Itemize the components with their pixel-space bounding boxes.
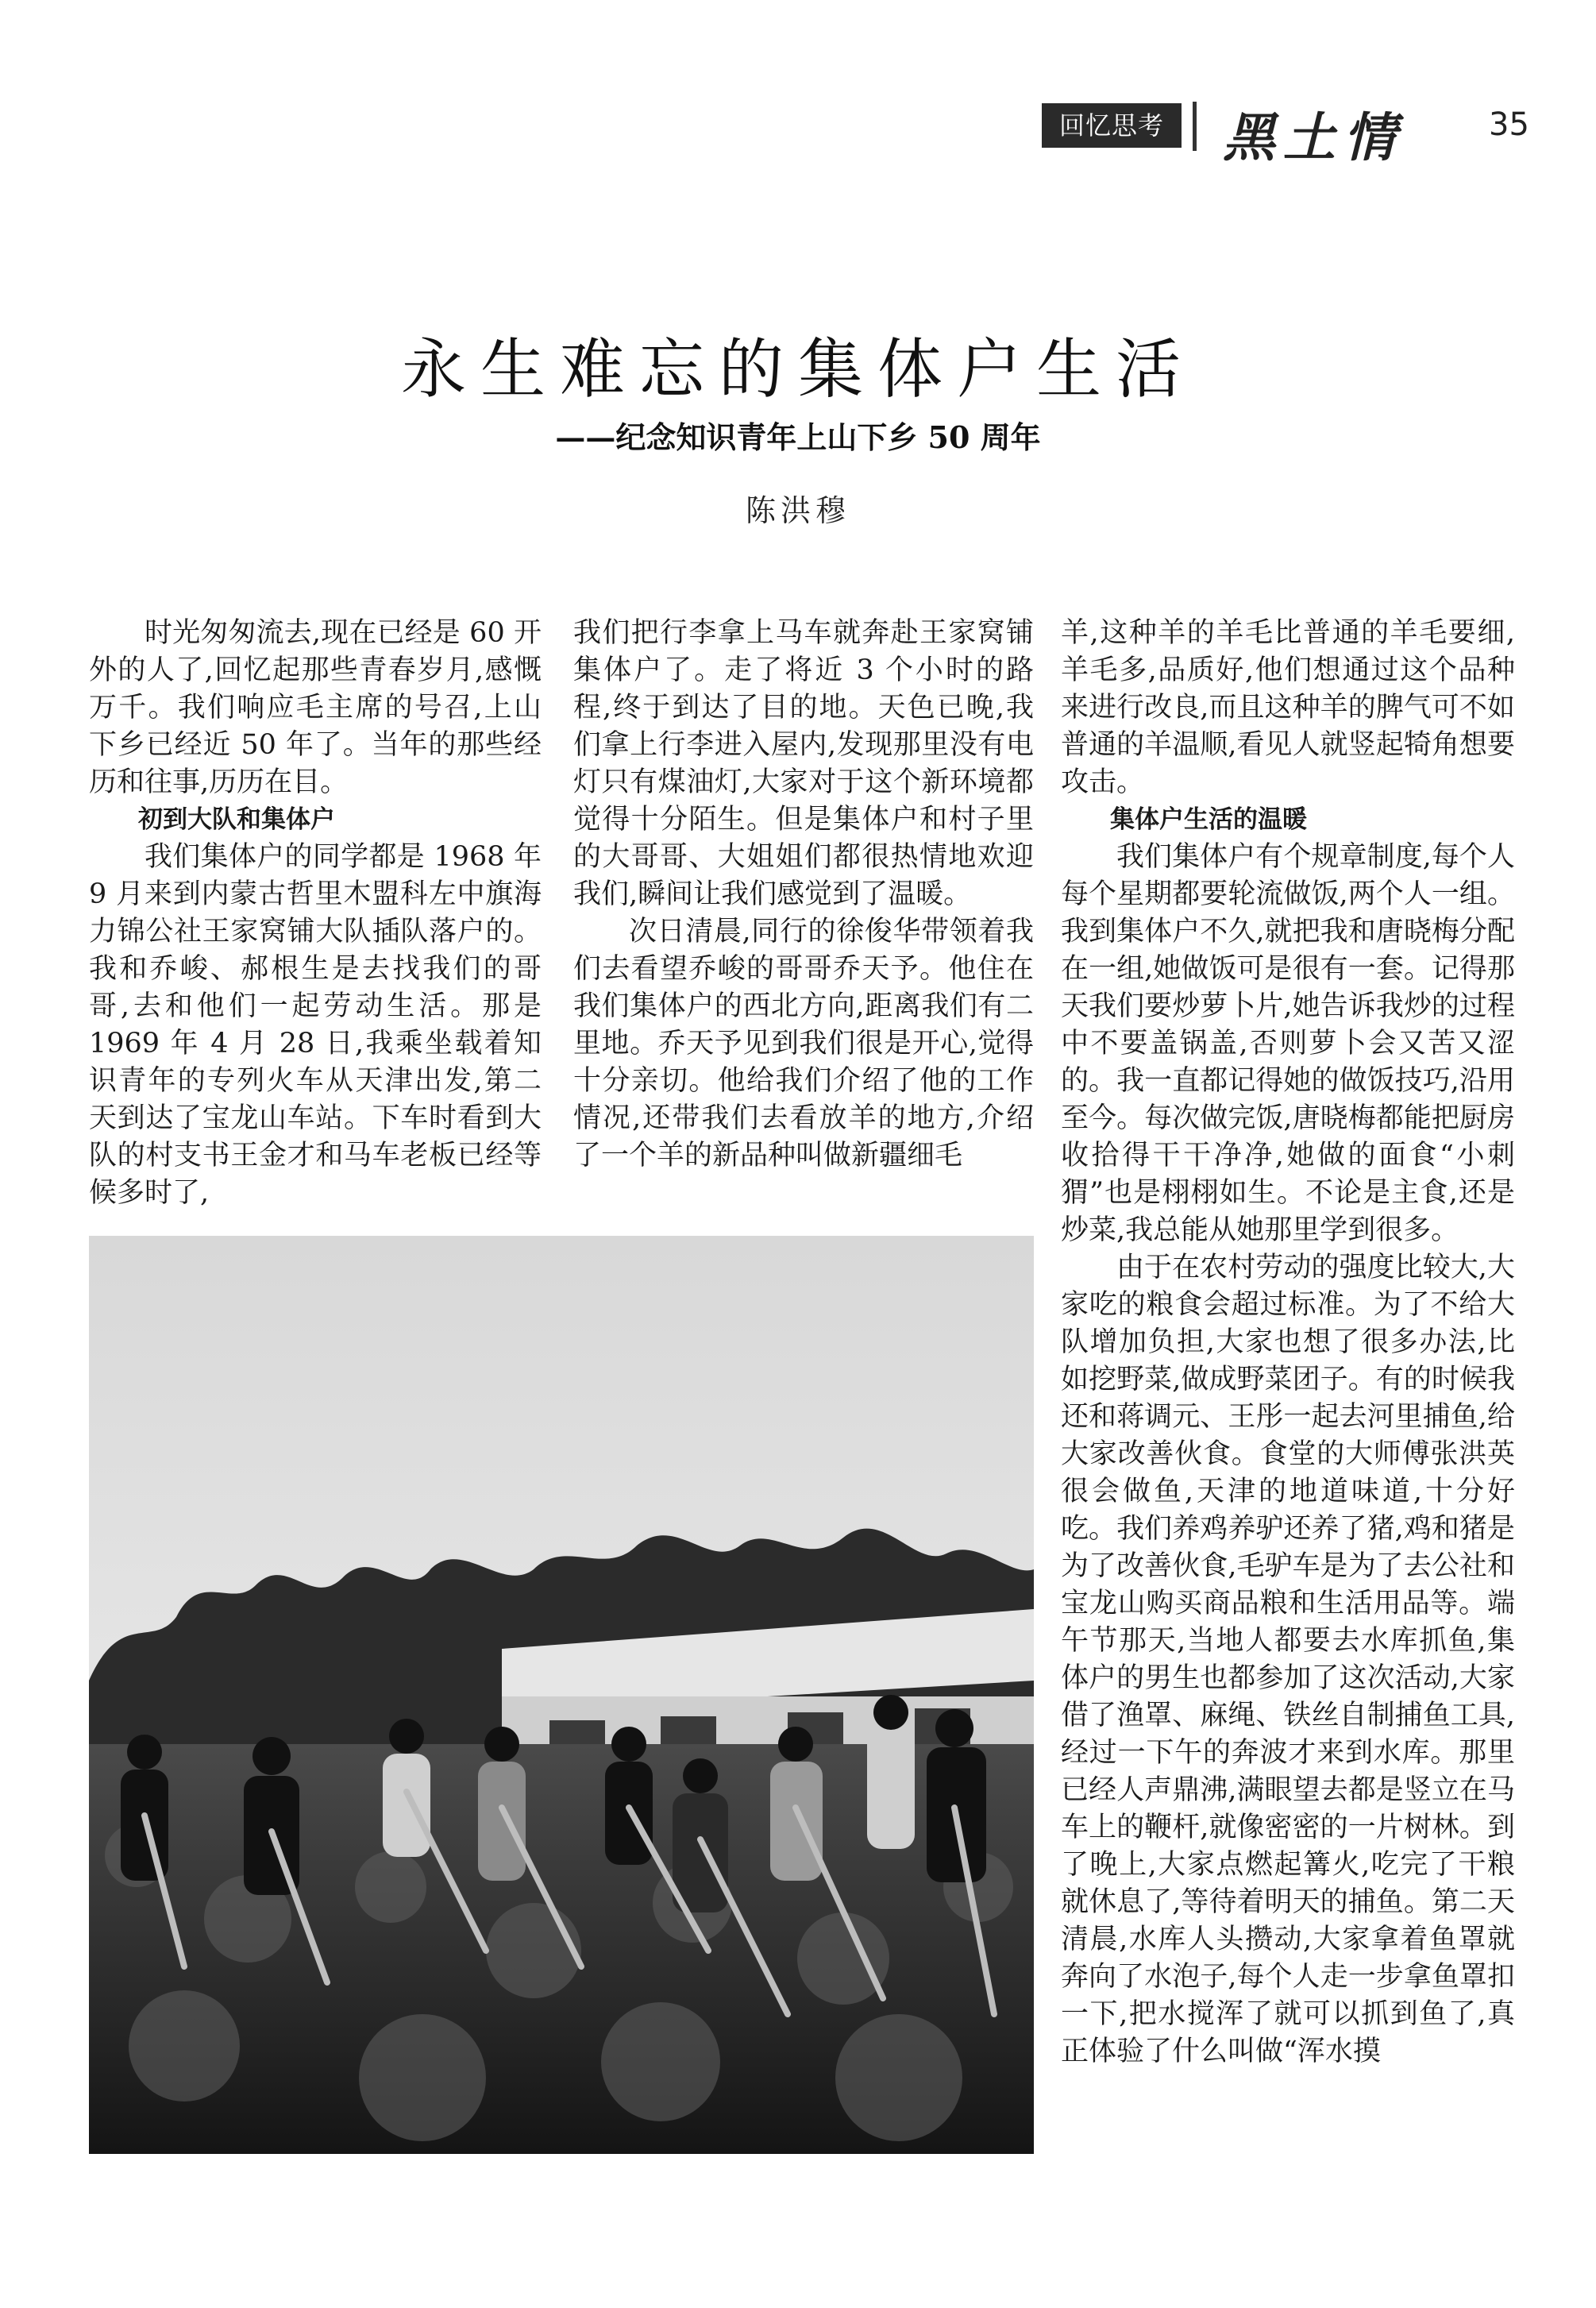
paragraph: 我们把行李拿上马车就奔赴王家窝铺集体户了。走了将近 3 个小时的路程,终于到达了目的地。天色已晚,我们拿上行李进入屋内,发现那里没有电灯只有煤油灯,大家对于这个新环境都觉得十分陌生。但是集体户和村子里的大哥哥、大姐姐们都很热情地欢迎我们,瞬间让我们感觉到了温暖。: [573, 617, 1034, 910]
paragraph: 我们集体户有个规章制度,每个人每个星期都要轮流做饭,两个人一组。我到集体户不久,就把我和唐晓梅分配在一组,她做饭可是很有一套。记得那天我们要炒萝卜片,她告诉我炒的过程中不要盖锅盖,否则萝卜会又苦又涩的。我一直都记得她的做饭技巧,沿用至今。每次做完饭,唐晓梅都能把厨房收拾得干干净净,她做的面食“小刺猬”也是栩栩如生。不论是主食,还是炒菜,我总能从她那里学到很多。: [1061, 841, 1515, 1246]
page-number: 35: [1489, 106, 1529, 143]
photo-illustration: [89, 1236, 1034, 2154]
text-column-3: [1061, 615, 1515, 2071]
paragraph: 次日清晨,同行的徐俊华带领着我们去看望乔峻的哥哥乔天予。他住在我们集体户的西北方向,距离我们有二里地。乔天予见到我们很是开心,觉得十分亲切。他给我们介绍了他的工作情况,还带我们去看放羊的地方,介绍了一个羊的新品种叫做新疆细毛: [573, 916, 1034, 1171]
farm-work-photo: [89, 1236, 1034, 2154]
article-author: 陈洪穆: [745, 493, 850, 528]
section-heading: 初到大队和集体户: [138, 805, 335, 834]
text-column-1: [89, 615, 542, 1212]
section-heading: 集体户生活的温暖: [1110, 805, 1307, 834]
magazine-title: 黑土情: [1223, 106, 1404, 168]
paragraph: 我们集体户的同学都是 1968 年 9 月来到内蒙古哲里木盟科左中旗海力锦公社王家窝铺大队插队落户的。我和乔峻、郝根生是去找我们的哥哥,去和他们一起劳动生活。那是 1969 年 4 月 28 日,我乘坐载着知识青年的专列火车从天津出发,第二天到达了宝龙山车站。下车时看到大队的村支书王金才和马车老板已经等候多时了,: [89, 841, 542, 1209]
header-divider: [1193, 102, 1197, 151]
paragraph: 由于在农村劳动的强度比较大,大家吃的粮食会超过标准。为了不给大队增加负担,大家也想了很多办法,比如挖野菜,做成野菜团子。有的时候我还和蒋调元、王彤一起去河里捕鱼,给大家改善伙食。食堂的大师傅张洪英很会做鱼,天津的地道味道,十分好吃。我们养鸡养驴还养了猪,鸡和猪是为了改善伙食,毛驴车是为了去公社和宝龙山购买商品粮和生活用品等。端午节那天,当地人都要去水库抓鱼,集体户的男生也都参加了这次活动,大家借了渔罩、麻绳、铁丝自制捕鱼工具,经过一下午的奔波才来到水库。那里已经人声鼎沸,满眼望去都是竖立在马车上的鞭杆,就像密密的一片树林。到了晚上,大家点燃起篝火,吃完了干粮就休息了,等待着明天的捕鱼。第二天清晨,水库人头攒动,大家拿着鱼罩就奔向了水泡子,每个人走一步拿鱼罩扣一下,把水搅浑了就可以抓到鱼了,真正体验了什么叫做“浑水摸: [1061, 1252, 1515, 2067]
text-column-2: [573, 615, 1034, 1175]
paragraph: 时光匆匆流去,现在已经是 60 开外的人了,回忆起那些青春岁月,感慨万千。我们响应毛主席的号召,上山下乡已经近 50 年了。当年的那些经历和往事,历历在目。: [89, 617, 542, 798]
article-subtitle: ——纪念知识青年上山下乡 50 周年: [555, 419, 1041, 455]
section-tag: 回忆思考: [1042, 103, 1182, 148]
page-header: [0, 95, 1596, 168]
paragraph: 羊,这种羊的羊毛比普通的羊毛要细,羊毛多,品质好,他们想通过这个品种来进行改良,而且这种羊的脾气可不如普通的羊温顺,看见人就竖起犄角想要攻击。: [1061, 617, 1515, 798]
article-title: 永生难忘的集体户生活: [400, 332, 1195, 407]
